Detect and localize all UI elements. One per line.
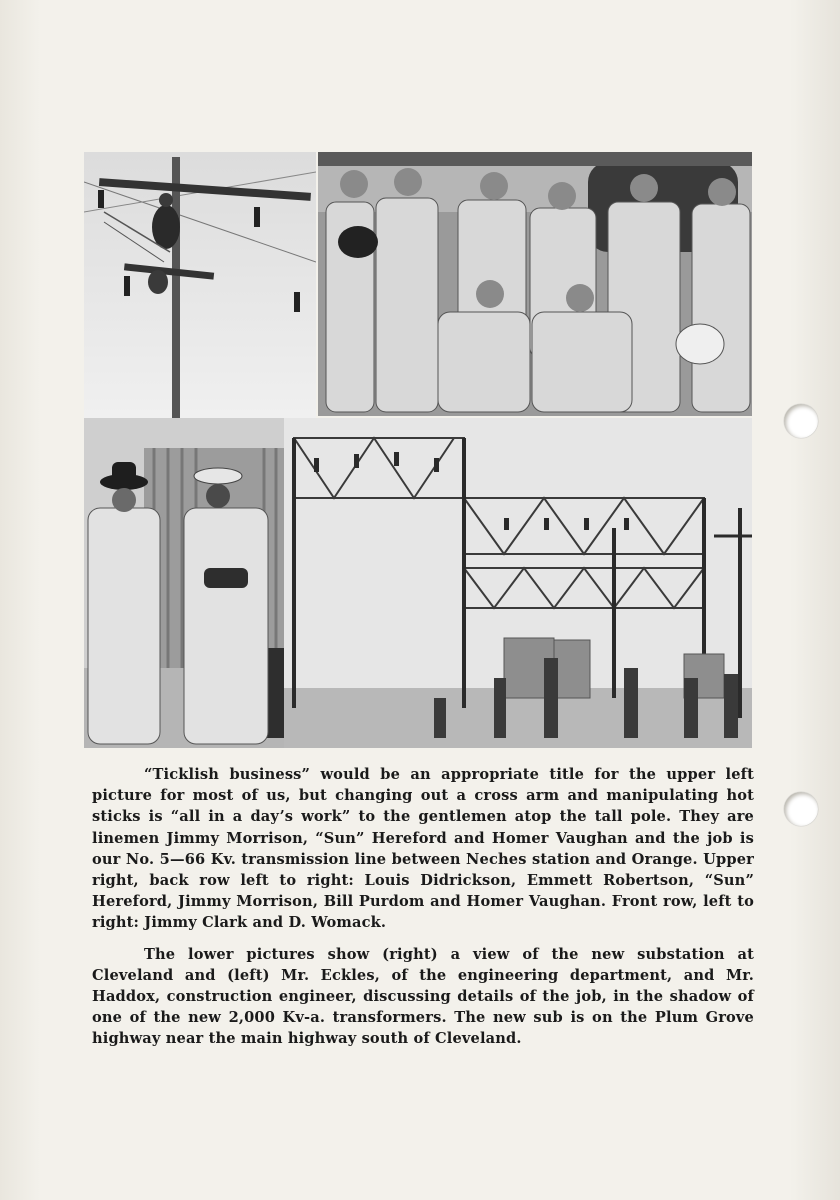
- photo-caption: [92, 764, 754, 1050]
- photo-eckles-and-haddox: [84, 418, 284, 748]
- caption-paragraph-2: The lower pictures show (right) a view of the new substation at Cleveland and (left) Mr. Eckles, of the engineering department, and Mr. Haddox, construction engineer, discussing details of the job, in the shadow of one of the new 2,000 Kv-a. transformers. The new sub is on the Plum Grove highway near the main highway south of Cleveland.: [92, 945, 754, 1048]
- binder-hole-top: [784, 404, 818, 438]
- binder-hole-bottom: [784, 792, 818, 826]
- photo-lineman-on-pole: [84, 152, 316, 418]
- photo-linemen-crew: [318, 152, 752, 416]
- caption-paragraph-1: “Ticklish business” would be an appropriate title for the upper left picture for most of us, but changing out a cross arm and manipulating hot sticks is “all in a day’s work” to the gentlemen atop the tall pole. They are linemen Jimmy Morrison, “Sun” Hereford and Homer Vaughan and the job is our No. 5—66 Kv. transmission line between Neches station and Orange. Upper right, back row left to right: Louis Didrickson, Emmett Robertson, “Sun” Hereford, Jimmy Morrison, Bill Purdom and Homer Vaughan. Front row, left to right: Jimmy Clark and D. Womack.: [92, 766, 754, 932]
- photo-cleveland-substation: [284, 418, 752, 748]
